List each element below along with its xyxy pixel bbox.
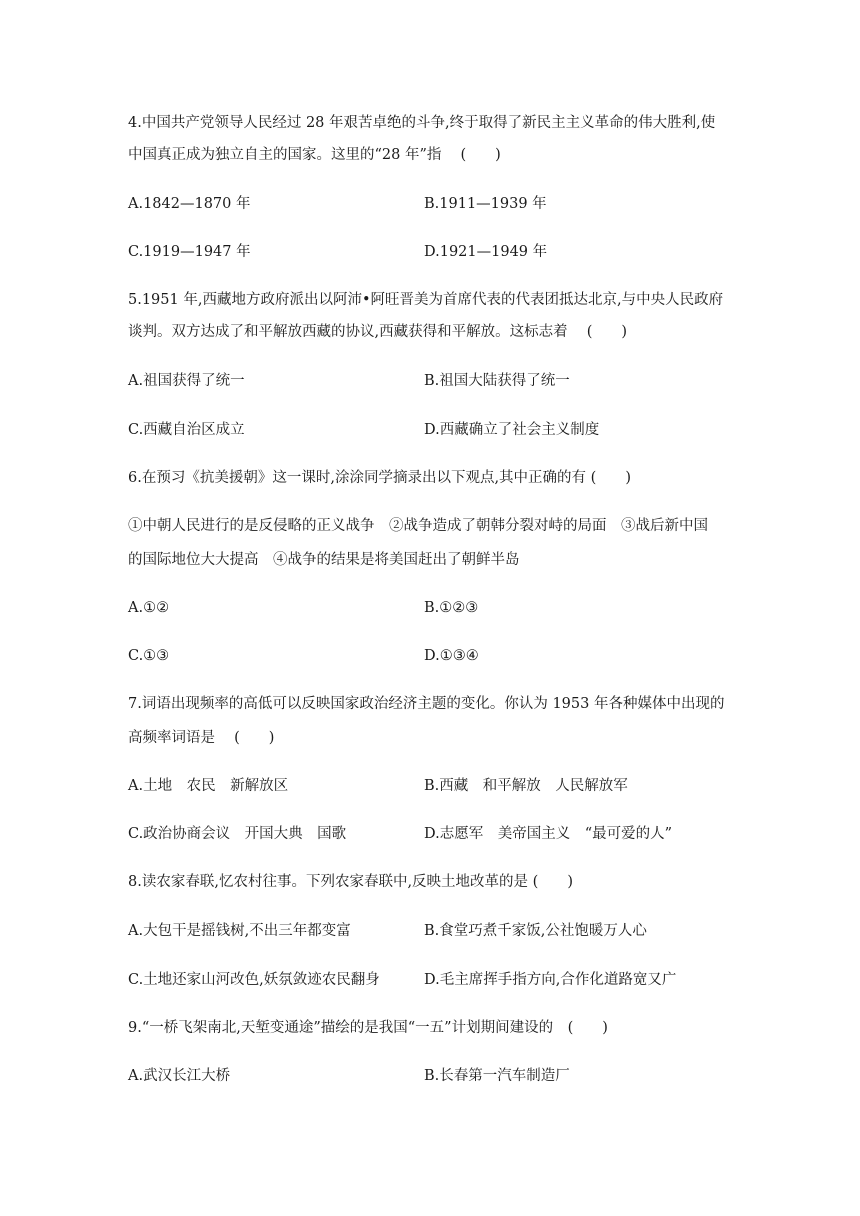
question-7-stem-line-2: 高频率词语是 ( ) [128, 730, 275, 746]
question-5-stem-line-2: 谈判。双方达成了和平解放西藏的协议,西藏获得和平解放。这标志着 ( ) [128, 324, 628, 340]
question-4-option-a: A.1842—1870 年 [128, 196, 251, 212]
question-9-option-a: A.武汉长江大桥 [128, 1068, 231, 1084]
question-5-option-a: A.祖国获得了统一 [128, 373, 245, 389]
question-8-option-a: A.大包干是摇钱树,不出三年都变富 [128, 923, 351, 939]
question-5-option-c: C.西藏自治区成立 [128, 422, 245, 438]
question-8-option-b: B.食堂巧煮千家饭,公社饱暖万人心 [424, 923, 647, 939]
question-8-option-d: D.毛主席挥手指方向,合作化道路宽又广 [424, 972, 677, 988]
question-4-stem-line-1: 4.中国共产党领导人民经过 28 年艰苦卓绝的斗争,终于取得了新民主主义革命的伟大胜利,使 [128, 115, 716, 131]
question-9-stem-line-1: 9.“一桥飞架南北,天堑变通途”描绘的是我国“一五”计划期间建设的 ( ) [128, 1020, 608, 1036]
question-9-option-b: B.长春第一汽车制造厂 [424, 1068, 570, 1084]
question-4-option-c: C.1919—1947 年 [128, 244, 251, 260]
question-7-option-a: A.土地 农民 新解放区 [128, 778, 289, 794]
question-5-stem-line-1: 5.1951 年,西藏地方政府派出以阿沛•阿旺晋美为首席代表的代表团抵达北京,与中央人民政府 [128, 292, 724, 308]
question-7-stem-line-1: 7.词语出现频率的高低可以反映国家政治经济主题的变化。你认为 1953 年各种媒体中出现的 [128, 696, 725, 712]
question-6-option-a: A.①② [128, 600, 170, 616]
question-8-stem-line-1: 8.读农家春联,忆农村往事。下列农家春联中,反映土地改革的是 ( ) [128, 874, 573, 890]
question-7-option-c: C.政治协商会议 开国大典 国歌 [128, 826, 347, 842]
question-7-option-b: B.西藏 和平解放 人民解放军 [424, 778, 628, 794]
question-6-viewpoints-line-2: 的国际地位大大提高 ④战争的结果是将美国赶出了朝鲜半岛 [128, 552, 520, 568]
question-5-option-b: B.祖国大陆获得了统一 [424, 373, 570, 389]
question-6-option-b: B.①②③ [424, 600, 479, 616]
question-4-option-b: B.1911—1939 年 [424, 196, 547, 212]
question-6-option-d: D.①③④ [424, 648, 479, 664]
question-5-option-d: D.西藏确立了社会主义制度 [424, 422, 600, 438]
question-6-option-c: C.①③ [128, 648, 170, 664]
question-6-viewpoints-line-1: ①中朝人民进行的是反侵略的正义战争 ②战争造成了朝韩分裂对峙的局面 ③战后新中国 [128, 518, 708, 534]
question-4-option-d: D.1921—1949 年 [424, 244, 548, 260]
question-8-option-c: C.土地还家山河改色,妖氛敛迹农民翻身 [128, 972, 380, 988]
question-7-option-d: D.志愿军 美帝国主义 “最可爱的人” [424, 826, 673, 842]
question-4-stem-line-2: 中国真正成为独立自主的国家。这里的“28 年”指 ( ) [128, 147, 501, 163]
question-6-stem-line-1: 6.在预习《抗美援朝》这一课时,涂涂同学摘录出以下观点,其中正确的有 ( ) [128, 470, 631, 486]
